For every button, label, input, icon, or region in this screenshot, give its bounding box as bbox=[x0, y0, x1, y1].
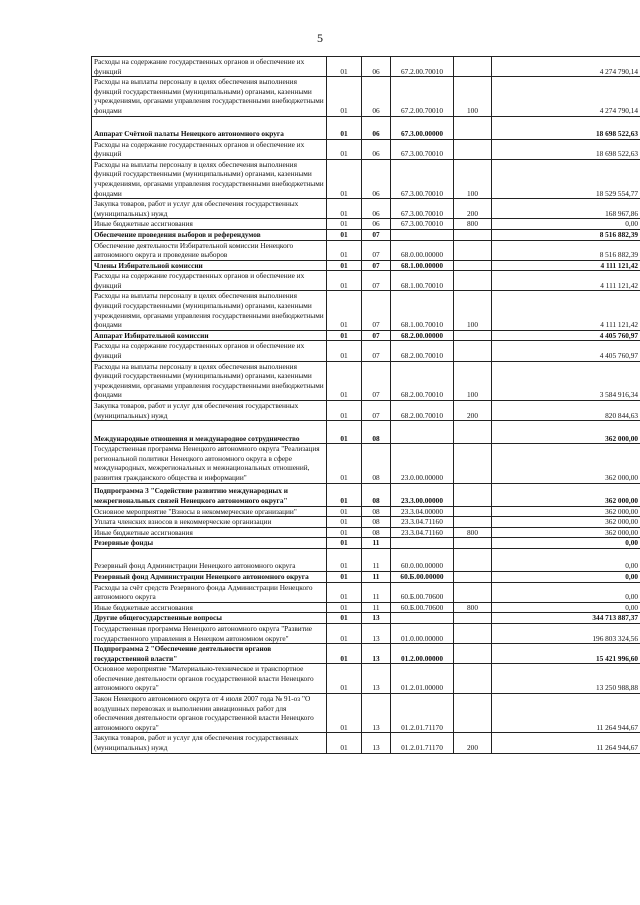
row-name-cell: Государственная программа Ненецкого автономного округа "Реализация региональной политики Ненецкого автономного округа в сфере международных, межрегиональных и межнациональных отношений, развития гражданского общества и информации" bbox=[92, 444, 327, 483]
row-target-article-cell bbox=[391, 421, 454, 444]
row-amount-cell: 362 000,00 bbox=[492, 444, 640, 483]
row-target-article-cell: 23.3.04.71160 bbox=[391, 517, 454, 528]
row-name-cell: Члены Избирательной комиссии bbox=[92, 260, 327, 271]
row-amount-cell: 362 000,00 bbox=[492, 527, 640, 538]
row-name-cell: Иные бюджетные ассигнования bbox=[92, 219, 327, 230]
row-target-article-cell: 67.2.00.70010 bbox=[391, 57, 454, 77]
row-subsection-cell: 11 bbox=[362, 538, 391, 549]
row-subsection-cell: 13 bbox=[362, 733, 391, 753]
row-amount-cell: 168 967,86 bbox=[492, 199, 640, 219]
row-amount-cell: 4 405 760,97 bbox=[492, 341, 640, 361]
row-expense-type-cell bbox=[454, 260, 492, 271]
row-name-cell: Резервный фонд Администрации Ненецкого автономного округа bbox=[92, 571, 327, 582]
row-amount-cell: 0,00 bbox=[492, 602, 640, 613]
row-section-cell: 01 bbox=[327, 260, 362, 271]
row-target-article-cell: 23.3.00.00000 bbox=[391, 483, 454, 506]
row-expense-type-cell bbox=[454, 330, 492, 341]
row-name-cell: Резервные фонды bbox=[92, 538, 327, 549]
row-target-article-cell: 67.3.00.70010 bbox=[391, 159, 454, 198]
table-row bbox=[92, 506, 640, 517]
row-subsection-cell: 08 bbox=[362, 483, 391, 506]
row-amount-cell: 362 000,00 bbox=[492, 506, 640, 517]
row-target-article-cell: 01.2.00.00000 bbox=[391, 644, 454, 664]
row-section-cell: 01 bbox=[327, 421, 362, 444]
table-row bbox=[92, 401, 640, 421]
row-target-article-cell: 67.2.00.70010 bbox=[391, 77, 454, 116]
row-expense-type-cell: 100 bbox=[454, 159, 492, 198]
row-expense-type-cell bbox=[454, 483, 492, 506]
row-target-article-cell: 01.2.01.00000 bbox=[391, 664, 454, 694]
row-target-article-cell: 68.0.00.00000 bbox=[391, 240, 454, 260]
row-target-article-cell: 01.2.01.71170 bbox=[391, 733, 454, 753]
row-section-cell: 01 bbox=[327, 444, 362, 483]
row-subsection-cell: 06 bbox=[362, 116, 391, 139]
row-subsection-cell: 07 bbox=[362, 401, 391, 421]
table-row bbox=[92, 229, 640, 240]
budget-table bbox=[91, 56, 640, 754]
row-expense-type-cell bbox=[454, 421, 492, 444]
table-row bbox=[92, 694, 640, 733]
row-target-article-cell: 68.2.00.70010 bbox=[391, 341, 454, 361]
row-section-cell: 01 bbox=[327, 199, 362, 219]
row-amount-cell: 4 274 790,14 bbox=[492, 77, 640, 116]
row-name-cell: Иные бюджетные ассигнования bbox=[92, 527, 327, 538]
row-section-cell: 01 bbox=[327, 582, 362, 602]
table-row bbox=[92, 219, 640, 230]
row-amount-cell: 11 264 944,67 bbox=[492, 733, 640, 753]
row-amount-cell: 3 584 916,34 bbox=[492, 361, 640, 400]
row-target-article-cell: 68.1.00.00000 bbox=[391, 260, 454, 271]
row-target-article-cell: 01.2.01.71170 bbox=[391, 694, 454, 733]
row-expense-type-cell bbox=[454, 582, 492, 602]
row-subsection-cell: 06 bbox=[362, 199, 391, 219]
row-amount-cell: 4 111 121,42 bbox=[492, 271, 640, 291]
row-subsection-cell: 11 bbox=[362, 548, 391, 571]
table-row bbox=[92, 664, 640, 694]
row-section-cell: 01 bbox=[327, 733, 362, 753]
table-row bbox=[92, 240, 640, 260]
row-section-cell: 01 bbox=[327, 506, 362, 517]
table-row bbox=[92, 517, 640, 528]
row-expense-type-cell bbox=[454, 506, 492, 517]
row-section-cell: 01 bbox=[327, 571, 362, 582]
row-section-cell: 01 bbox=[327, 116, 362, 139]
row-expense-type-cell bbox=[454, 229, 492, 240]
row-subsection-cell: 07 bbox=[362, 330, 391, 341]
row-target-article-cell: 60.0.00.00000 bbox=[391, 548, 454, 571]
row-section-cell: 01 bbox=[327, 613, 362, 624]
row-section-cell: 01 bbox=[327, 271, 362, 291]
row-name-cell: Расходы на содержание государственных органов и обеспечение их функций bbox=[92, 341, 327, 361]
table-row bbox=[92, 139, 640, 159]
row-subsection-cell: 07 bbox=[362, 291, 391, 330]
row-subsection-cell: 06 bbox=[362, 159, 391, 198]
row-target-article-cell: 23.3.04.00000 bbox=[391, 506, 454, 517]
table-row bbox=[92, 341, 640, 361]
table-row bbox=[92, 291, 640, 330]
row-expense-type-cell bbox=[454, 538, 492, 549]
table-row bbox=[92, 330, 640, 341]
table-row bbox=[92, 527, 640, 538]
row-expense-type-cell bbox=[454, 341, 492, 361]
row-section-cell: 01 bbox=[327, 623, 362, 643]
row-name-cell: Расходы на выплаты персоналу в целях обеспечения выполнения функций государственными (муниципальными) органами, казенными учреждениями, органами управления государственными внебюджетными фондами bbox=[92, 291, 327, 330]
row-amount-cell: 15 421 996,60 bbox=[492, 644, 640, 664]
row-expense-type-cell bbox=[454, 664, 492, 694]
row-target-article-cell bbox=[391, 538, 454, 549]
row-target-article-cell: 68.2.00.00000 bbox=[391, 330, 454, 341]
row-subsection-cell: 13 bbox=[362, 694, 391, 733]
row-subsection-cell: 11 bbox=[362, 602, 391, 613]
row-name-cell: Подпрограмма 2 "Обеспечение деятельности органов государственной власти" bbox=[92, 644, 327, 664]
row-expense-type-cell: 100 bbox=[454, 291, 492, 330]
row-section-cell: 01 bbox=[327, 219, 362, 230]
table-row bbox=[92, 483, 640, 506]
row-name-cell: Закупка товаров, работ и услуг для обеспечения государственных (муниципальных) нужд bbox=[92, 401, 327, 421]
row-target-article-cell bbox=[391, 229, 454, 240]
table-row bbox=[92, 116, 640, 139]
row-section-cell: 01 bbox=[327, 229, 362, 240]
row-subsection-cell: 13 bbox=[362, 613, 391, 624]
row-subsection-cell: 08 bbox=[362, 421, 391, 444]
row-subsection-cell: 06 bbox=[362, 77, 391, 116]
table-row bbox=[92, 77, 640, 116]
row-expense-type-cell bbox=[454, 240, 492, 260]
row-name-cell: Иные бюджетные ассигнования bbox=[92, 602, 327, 613]
table-row bbox=[92, 159, 640, 198]
table-row bbox=[92, 613, 640, 624]
row-amount-cell: 18 698 522,63 bbox=[492, 116, 640, 139]
row-expense-type-cell: 200 bbox=[454, 401, 492, 421]
row-section-cell: 01 bbox=[327, 77, 362, 116]
row-subsection-cell: 06 bbox=[362, 219, 391, 230]
row-subsection-cell: 06 bbox=[362, 57, 391, 77]
row-target-article-cell: 68.2.00.70010 bbox=[391, 401, 454, 421]
row-subsection-cell: 08 bbox=[362, 444, 391, 483]
row-name-cell: Резервный фонд Администрации Ненецкого автономного округа bbox=[92, 548, 327, 571]
row-amount-cell: 8 516 882,39 bbox=[492, 229, 640, 240]
row-section-cell: 01 bbox=[327, 644, 362, 664]
row-amount-cell: 18 529 554,77 bbox=[492, 159, 640, 198]
row-expense-type-cell bbox=[454, 548, 492, 571]
row-name-cell: Расходы на выплаты персоналу в целях обеспечения выполнения функций государственными (муниципальными) органами, казенными учреждениями, органами управления государственными внебюджетными фондами bbox=[92, 77, 327, 116]
row-target-article-cell bbox=[391, 613, 454, 624]
row-name-cell: Обеспечение деятельности Избирательной комиссии Ненецкого автономного округа и проведение выборов bbox=[92, 240, 327, 260]
table-row bbox=[92, 623, 640, 643]
row-subsection-cell: 06 bbox=[362, 139, 391, 159]
row-amount-cell: 362 000,00 bbox=[492, 483, 640, 506]
table-row bbox=[92, 271, 640, 291]
row-subsection-cell: 11 bbox=[362, 571, 391, 582]
row-subsection-cell: 08 bbox=[362, 517, 391, 528]
table-row bbox=[92, 582, 640, 602]
row-expense-type-cell bbox=[454, 444, 492, 483]
row-name-cell: Расходы на содержание государственных органов и обеспечение их функций bbox=[92, 139, 327, 159]
table-row bbox=[92, 538, 640, 549]
row-amount-cell: 8 516 882,39 bbox=[492, 240, 640, 260]
row-subsection-cell: 07 bbox=[362, 240, 391, 260]
row-section-cell: 01 bbox=[327, 401, 362, 421]
row-expense-type-cell bbox=[454, 116, 492, 139]
row-subsection-cell: 07 bbox=[362, 341, 391, 361]
row-name-cell: Обеспечение проведения выборов и референдумов bbox=[92, 229, 327, 240]
row-amount-cell: 11 264 944,67 bbox=[492, 694, 640, 733]
row-subsection-cell: 13 bbox=[362, 664, 391, 694]
row-name-cell: Закупка товаров, работ и услуг для обеспечения государственных (муниципальных) нужд bbox=[92, 199, 327, 219]
row-name-cell: Расходы на содержание государственных органов и обеспечение их функций bbox=[92, 57, 327, 77]
row-amount-cell: 4 111 121,42 bbox=[492, 260, 640, 271]
row-amount-cell: 0,00 bbox=[492, 548, 640, 571]
row-amount-cell: 13 250 988,88 bbox=[492, 664, 640, 694]
row-section-cell: 01 bbox=[327, 538, 362, 549]
row-expense-type-cell bbox=[454, 57, 492, 77]
row-section-cell: 01 bbox=[327, 602, 362, 613]
row-name-cell: Расходы на содержание государственных органов и обеспечение их функций bbox=[92, 271, 327, 291]
row-section-cell: 01 bbox=[327, 527, 362, 538]
table-row bbox=[92, 602, 640, 613]
table-row bbox=[92, 444, 640, 483]
row-name-cell: Уплата членских взносов в некоммерческие организации bbox=[92, 517, 327, 528]
row-expense-type-cell: 800 bbox=[454, 527, 492, 538]
row-section-cell: 01 bbox=[327, 694, 362, 733]
row-expense-type-cell: 200 bbox=[454, 199, 492, 219]
row-subsection-cell: 13 bbox=[362, 623, 391, 643]
row-target-article-cell: 23.0.00.00000 bbox=[391, 444, 454, 483]
row-subsection-cell: 07 bbox=[362, 260, 391, 271]
row-section-cell: 01 bbox=[327, 341, 362, 361]
row-amount-cell: 4 405 760,97 bbox=[492, 330, 640, 341]
row-amount-cell: 362 000,00 bbox=[492, 421, 640, 444]
table-row bbox=[92, 260, 640, 271]
row-expense-type-cell bbox=[454, 517, 492, 528]
row-section-cell: 01 bbox=[327, 548, 362, 571]
row-expense-type-cell: 800 bbox=[454, 602, 492, 613]
row-name-cell: Основное мероприятие "Материально-техническое и транспортное обеспечение деятельности органов государственной власти Ненецкого автономного округа" bbox=[92, 664, 327, 694]
row-amount-cell: 4 111 121,42 bbox=[492, 291, 640, 330]
row-section-cell: 01 bbox=[327, 330, 362, 341]
row-subsection-cell: 13 bbox=[362, 644, 391, 664]
row-target-article-cell: 68.1.00.70010 bbox=[391, 291, 454, 330]
row-target-article-cell: 01.0.00.00000 bbox=[391, 623, 454, 643]
row-expense-type-cell: 200 bbox=[454, 733, 492, 753]
row-amount-cell: 4 274 790,14 bbox=[492, 57, 640, 77]
row-amount-cell: 820 844,63 bbox=[492, 401, 640, 421]
row-expense-type-cell bbox=[454, 644, 492, 664]
row-amount-cell: 362 000,00 bbox=[492, 517, 640, 528]
table-row bbox=[92, 548, 640, 571]
row-name-cell: Другие общегосударственные вопросы bbox=[92, 613, 327, 624]
row-amount-cell: 0,00 bbox=[492, 582, 640, 602]
row-target-article-cell: 67.3.00.70010 bbox=[391, 219, 454, 230]
table-row bbox=[92, 733, 640, 753]
row-target-article-cell: 60.Б.00.70600 bbox=[391, 582, 454, 602]
row-target-article-cell: 60.Б.00.70600 bbox=[391, 602, 454, 613]
row-expense-type-cell bbox=[454, 271, 492, 291]
row-expense-type-cell bbox=[454, 623, 492, 643]
table-row bbox=[92, 571, 640, 582]
row-name-cell: Закупка товаров, работ и услуг для обеспечения государственных (муниципальных) нужд bbox=[92, 733, 327, 753]
row-section-cell: 01 bbox=[327, 291, 362, 330]
row-name-cell: Расходы за счёт средств Резервного фонда Администрации Ненецкого автономного округа bbox=[92, 582, 327, 602]
row-target-article-cell: 67.3.00.70010 bbox=[391, 139, 454, 159]
row-section-cell: 01 bbox=[327, 240, 362, 260]
row-name-cell: Аппарат Избирательной комиссии bbox=[92, 330, 327, 341]
row-expense-type-cell bbox=[454, 139, 492, 159]
row-subsection-cell: 08 bbox=[362, 506, 391, 517]
row-subsection-cell: 07 bbox=[362, 229, 391, 240]
row-name-cell: Государственная программа Ненецкого автономного округа "Развитие государственного управления в Ненецком автономном округе" bbox=[92, 623, 327, 643]
row-expense-type-cell: 100 bbox=[454, 77, 492, 116]
table-row bbox=[92, 361, 640, 400]
row-section-cell: 01 bbox=[327, 517, 362, 528]
row-name-cell: Расходы на выплаты персоналу в целях обеспечения выполнения функций государственными (муниципальными) органами, казенными учреждениями, органами управления государственными внебюджетными фондами bbox=[92, 361, 327, 400]
row-amount-cell: 18 698 522,63 bbox=[492, 139, 640, 159]
page-number: 5 bbox=[317, 31, 323, 45]
row-amount-cell: 196 803 324,56 bbox=[492, 623, 640, 643]
row-amount-cell: 0,00 bbox=[492, 219, 640, 230]
row-amount-cell: 344 713 887,37 bbox=[492, 613, 640, 624]
table-row bbox=[92, 644, 640, 664]
row-name-cell: Подпрограмма 3 "Содействие развитию международных и межрегиональных связей Ненецкого автономного округа" bbox=[92, 483, 327, 506]
row-name-cell: Аппарат Счётной палаты Ненецкого автономного округа bbox=[92, 116, 327, 139]
table-row bbox=[92, 199, 640, 219]
row-section-cell: 01 bbox=[327, 139, 362, 159]
row-name-cell: Международные отношения и международное сотрудничество bbox=[92, 421, 327, 444]
row-name-cell: Расходы на выплаты персоналу в целях обеспечения выполнения функций государственными (муниципальными) органами, казенными учреждениями, органами управления государственными внебюджетными фондами bbox=[92, 159, 327, 198]
row-section-cell: 01 bbox=[327, 483, 362, 506]
row-expense-type-cell bbox=[454, 694, 492, 733]
row-target-article-cell: 23.3.04.71160 bbox=[391, 527, 454, 538]
row-name-cell: Закон Ненецкого автономного округа от 4 июля 2007 года № 91-оз "О воздушных перевозках и выполнении авиационных работ для обеспечения деятельности органов государственной власти Ненецкого автономного округа" bbox=[92, 694, 327, 733]
row-section-cell: 01 bbox=[327, 57, 362, 77]
table-row bbox=[92, 57, 640, 77]
row-section-cell: 01 bbox=[327, 664, 362, 694]
budget-table-body bbox=[92, 57, 640, 754]
row-expense-type-cell bbox=[454, 571, 492, 582]
row-subsection-cell: 07 bbox=[362, 271, 391, 291]
row-amount-cell: 0,00 bbox=[492, 571, 640, 582]
row-target-article-cell: 67.3.00.00000 bbox=[391, 116, 454, 139]
row-name-cell: Основное мероприятие "Взносы в некоммерческие организации" bbox=[92, 506, 327, 517]
row-target-article-cell: 68.2.00.70010 bbox=[391, 361, 454, 400]
row-subsection-cell: 11 bbox=[362, 582, 391, 602]
row-expense-type-cell bbox=[454, 613, 492, 624]
row-expense-type-cell: 100 bbox=[454, 361, 492, 400]
row-expense-type-cell: 800 bbox=[454, 219, 492, 230]
row-section-cell: 01 bbox=[327, 361, 362, 400]
row-section-cell: 01 bbox=[327, 159, 362, 198]
table-row bbox=[92, 421, 640, 444]
row-target-article-cell: 67.3.00.70010 bbox=[391, 199, 454, 219]
row-target-article-cell: 68.1.00.70010 bbox=[391, 271, 454, 291]
row-amount-cell: 0,00 bbox=[492, 538, 640, 549]
row-subsection-cell: 08 bbox=[362, 527, 391, 538]
row-target-article-cell: 60.Б.00.00000 bbox=[391, 571, 454, 582]
row-subsection-cell: 07 bbox=[362, 361, 391, 400]
